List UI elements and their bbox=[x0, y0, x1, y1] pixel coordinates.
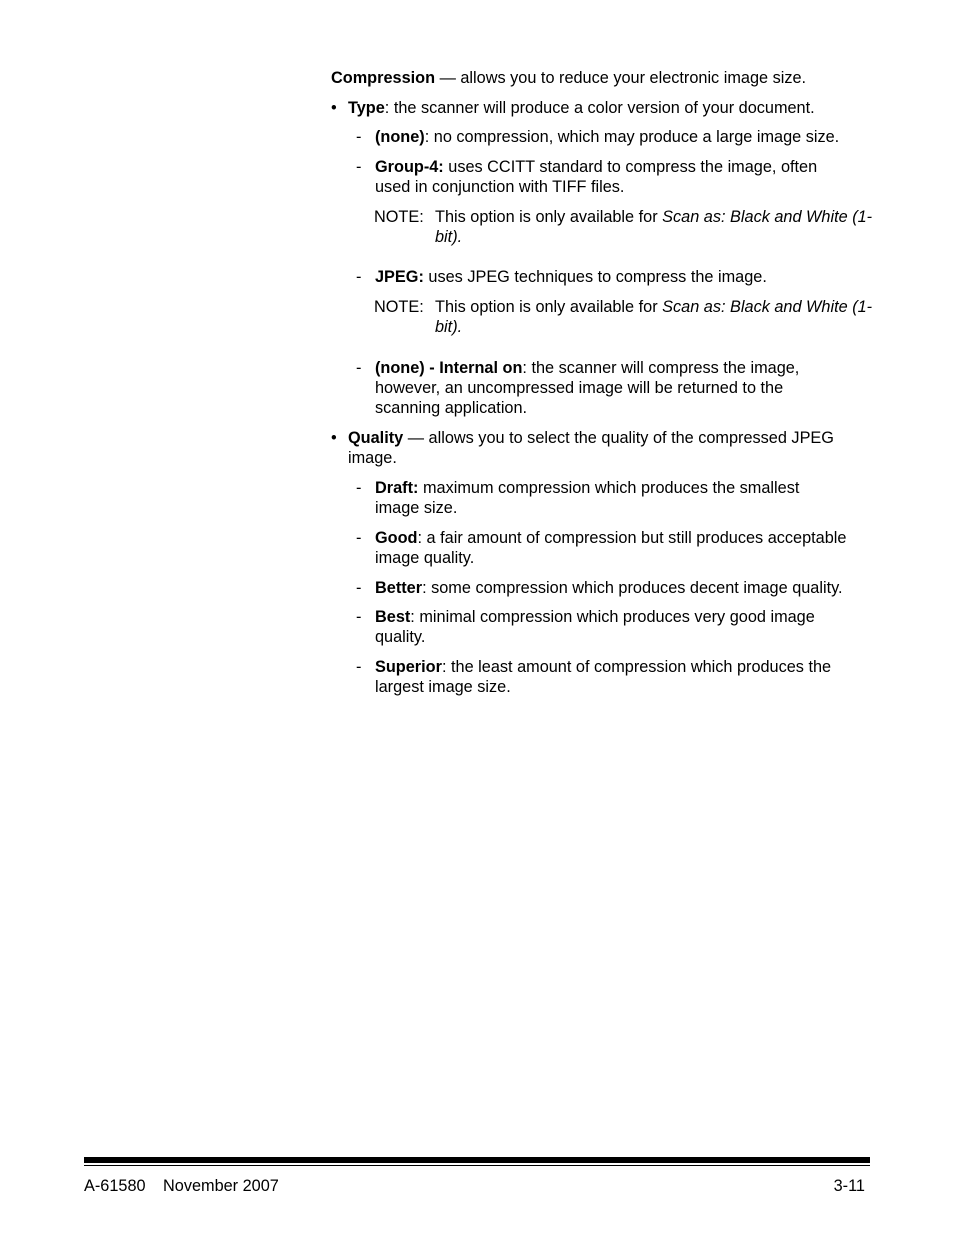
dash-marker: - bbox=[356, 608, 362, 626]
dash-marker: - bbox=[356, 658, 362, 676]
option-text: : the least amount of compression which produces the largest image size. bbox=[375, 658, 832, 696]
dash-marker: - bbox=[356, 268, 362, 286]
bullet-marker: • bbox=[331, 99, 337, 117]
option-term: Superior bbox=[375, 658, 442, 676]
dash-marker: - bbox=[356, 479, 362, 497]
note-jpeg bbox=[435, 297, 875, 337]
quality-good bbox=[375, 528, 875, 568]
intro-term: Compression bbox=[331, 69, 436, 87]
intro-paragraph bbox=[331, 68, 871, 88]
option-text: : minimal compression which produces very good image quality. bbox=[375, 608, 815, 646]
footer-date: November 2007 bbox=[163, 1177, 279, 1195]
option-text: : a fair amount of compression but still produces acceptable image quality. bbox=[375, 529, 847, 567]
footer-doc-id: A-61580 bbox=[84, 1177, 146, 1195]
note-text: This option is only available for bbox=[435, 208, 663, 226]
option-term: JPEG: bbox=[375, 268, 424, 286]
option-text: maximum compression which produces the smallest image size. bbox=[375, 479, 800, 517]
footer-rule-thick bbox=[84, 1157, 870, 1163]
option-term: Better bbox=[375, 579, 423, 597]
quality-term: Quality bbox=[348, 429, 404, 447]
option-text: uses JPEG techniques to compress the image. bbox=[423, 268, 767, 286]
option-term: Best bbox=[375, 608, 411, 626]
footer-rule-thin bbox=[84, 1165, 870, 1166]
dash-marker: - bbox=[356, 579, 362, 597]
option-term: Draft: bbox=[375, 479, 419, 497]
option-text: : no compression, which may produce a large image size. bbox=[424, 128, 840, 146]
quality-text: — allows you to select the quality of the compressed JPEG image. bbox=[348, 429, 834, 467]
note-emphasis: Scan as: Black and White (1-bit). bbox=[435, 298, 873, 336]
type-bullet bbox=[348, 98, 873, 118]
footer-page-number: 3-11 bbox=[833, 1177, 865, 1195]
option-group4 bbox=[375, 157, 855, 197]
quality-bullet bbox=[348, 428, 868, 468]
quality-draft bbox=[375, 478, 830, 518]
dash-marker: - bbox=[356, 529, 362, 547]
type-text: : the scanner will produce a color version of your document. bbox=[384, 99, 815, 117]
option-term: Group-4: bbox=[375, 158, 444, 176]
dash-marker: - bbox=[356, 128, 362, 146]
intro-text: — allows you to reduce your electronic image size. bbox=[435, 69, 807, 87]
option-term: Good bbox=[375, 529, 418, 547]
note-text: This option is only available for bbox=[435, 298, 663, 316]
option-text: : some compression which produces decent image quality. bbox=[422, 579, 843, 597]
option-internal bbox=[375, 358, 835, 418]
type-term: Type bbox=[348, 99, 385, 117]
option-text: uses CCITT standard to compress the image, often used in conjunction with TIFF files. bbox=[375, 158, 818, 196]
quality-superior bbox=[375, 657, 865, 697]
dash-marker: - bbox=[356, 158, 362, 176]
quality-better bbox=[375, 578, 885, 598]
option-none bbox=[375, 127, 875, 147]
option-jpeg bbox=[375, 267, 875, 287]
note-label: NOTE: bbox=[374, 208, 424, 226]
option-term: (none) bbox=[375, 128, 425, 146]
option-term: (none) - Internal on bbox=[375, 359, 523, 377]
bullet-marker: • bbox=[331, 429, 337, 447]
note-emphasis: Scan as: Black and White (1-bit). bbox=[435, 208, 873, 246]
note-label: NOTE: bbox=[374, 298, 424, 316]
note-group4 bbox=[435, 207, 875, 247]
option-text: : the scanner will compress the image, however, an uncompressed image will be returned to the scanning application. bbox=[375, 359, 800, 417]
dash-marker: - bbox=[356, 359, 362, 377]
quality-best bbox=[375, 607, 850, 647]
